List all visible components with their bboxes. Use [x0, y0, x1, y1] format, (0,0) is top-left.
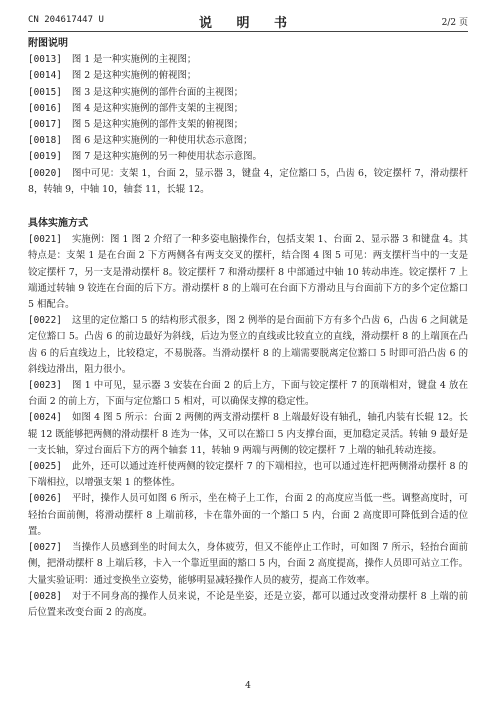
paragraph-number: [0013] — [28, 54, 62, 66]
paragraph — [28, 149, 468, 165]
paragraph — [28, 313, 468, 378]
paragraph-text: 如图 4 图 5 所示：台面 2 两侧的两支滑动摆杆 8 上端最好设有轴孔，轴孔内装有长辊 12。长辊 12 既能够把两侧的滑动摆杆 8 连为一体，又可以在豁口 5 内支撑台面，更加稳定灵活。转轴 9 最好是一支长轴，穿过台面后下方的两个轴套 11，转轴 9 两端与两侧的铰定摆杆 7 上端的轴孔转动连接。 — [28, 412, 468, 456]
paragraph-number: [0017] — [28, 119, 62, 131]
paragraph — [28, 232, 468, 313]
paragraph-text: 图 4 是这种实施例的部件支架的主视图； — [71, 102, 244, 114]
paragraph-text: 图 6 是这种实施例的一种使用状态示意图； — [71, 135, 253, 147]
paragraph-text: 图 5 是这种实施例的部件支架的俯视图； — [71, 119, 244, 131]
paragraph-text: 图 1 是一种实施例的主视图； — [71, 54, 197, 66]
paragraph-text: 实施例：图 1 图 2 介绍了一种多姿电脑操作台，包括支架 1、台面 2、显示器 3 和键盘 4。其特点是：支架 1 是在台面 2 下方两侧各有两支交叉的摆杆，结合图 4 图 5 可见：两支摆杆当中的一支是铰定摆杆 7，另一支是滑动摆杆 8。铰定摆杆 7 和滑动摆杆 8 中部通过中轴 10 转动串连。铰定摆杆 7 上端通过转轴 9 铰连在台面的后下方。滑动摆杆 8 的上端可在台面下方滑动且与台面前下方的多个定位豁口 5 相配合。 — [28, 234, 468, 311]
paragraph-number: [0015] — [28, 86, 62, 98]
paragraph-number: [0026] — [28, 493, 62, 505]
paragraph-number: [0023] — [28, 380, 62, 392]
paragraph — [28, 378, 468, 410]
paragraph — [28, 410, 468, 459]
paragraph-number: [0027] — [28, 542, 62, 554]
paragraph-number: [0024] — [28, 412, 62, 424]
figure-list — [28, 52, 468, 198]
patent-number: CN 204617447 U — [28, 15, 104, 25]
paragraph — [28, 459, 468, 491]
paragraph — [28, 540, 468, 589]
paragraph-number: [0022] — [28, 315, 62, 327]
paragraph — [28, 101, 468, 117]
section-gap — [28, 198, 468, 216]
paragraph — [28, 68, 468, 84]
paragraph — [28, 166, 468, 198]
paragraph-text: 图 7 是这种实施例的另一种使用状态示意图。 — [71, 151, 262, 163]
paragraph-text: 这里的定位豁口 5 的结构形式很多，图 2 例举的是台面前下方有多个凸齿 6，凸齿 6 之间就是定位豁口 5。凸齿 6 的前边最好为斜线，后边为竖立的直线或比较直立的直线，滑动摆杆 8 的上端顶在凸齿 6 的后直线边上，比较稳定，不易脱落。当滑动摆杆 8 的上端需要脱离定位豁口 5 时即可沿凸齿 6 的斜线边滑出，阻力很小。 — [28, 315, 468, 375]
section-title-embodiment: 具体实施方式 — [28, 218, 88, 230]
paragraph-number: [0028] — [28, 590, 62, 602]
paragraph-text: 图 3 是这种实施例的部件台面的主视图； — [71, 86, 244, 98]
page-title: 说 明 书 — [198, 16, 298, 31]
paragraph — [28, 52, 468, 68]
paragraph-text: 平时，操作人员可如图 6 所示，坐在椅子上工作，台面 2 的高度应当低一些。调整高度时，可轻抬台面前侧，将滑动摆杆 8 上端前移，卡在靠外面的一个豁口 5 内，台面 2 高度即可降低到合适的位置。 — [28, 493, 468, 537]
paragraph-number: [0016] — [28, 102, 62, 114]
paragraph-number: [0025] — [28, 461, 62, 473]
paragraph-number: [0020] — [28, 167, 62, 179]
paragraph — [28, 85, 468, 101]
paragraph — [28, 491, 468, 540]
paragraph-number: [0018] — [28, 135, 62, 147]
paragraph-number: [0014] — [28, 70, 62, 82]
paragraph-text: 当操作人员感到坐的时间太久，身体疲劳，但又不能停止工作时，可如图 7 所示，轻抬台面前侧，把滑动摆杆 8 上端后移，卡入一个靠近里面的豁口 5 内，台面 2 高度提高，操作人员即可站立工作。大量实验证明：通过变换坐立姿势，能够明显减轻操作人员的疲劳，提高工作效率。 — [28, 542, 468, 586]
paragraph-text: 此外，还可以通过连杆使两侧的铰定摆杆 7 的下端相拉，也可以通过连杆把两侧滑动摆杆 8 的下端相拉，以增强支架 1 的整体性。 — [28, 461, 468, 489]
section-title-figures: 附图说明 — [28, 38, 68, 49]
page-indicator: 2/2 页 — [441, 18, 468, 28]
paragraph-text: 图中可见：支架 1，台面 2，显示器 3，键盘 4，定位豁口 5，凸齿 6，铰定摆杆 7，滑动摆杆 8，转轴 9，中轴 10，轴套 11，长辊 12。 — [28, 167, 468, 195]
header-rule — [28, 31, 468, 32]
paragraph-number: [0019] — [28, 151, 62, 163]
page-number: 4 — [245, 681, 251, 691]
embodiment-paragraphs — [28, 232, 468, 621]
document-body — [28, 36, 468, 621]
paragraph-text: 对于不同身高的操作人员来说，不论是坐姿，还是立姿，都可以通过改变滑动摆杆 8 上端的前后位置来改变台面 2 的高度。 — [28, 590, 468, 618]
paragraph — [28, 117, 468, 133]
paragraph — [28, 133, 468, 149]
paragraph-text: 图 2 是这种实施例的俯视图； — [71, 70, 197, 82]
paragraph-text: 图 1 中可见，显示器 3 安装在台面 2 的后上方，下面与铰定摆杆 7 的顶端相对，键盘 4 放在台面 2 的前上方，下面与定位豁口 5 相对，可以确保支撑的稳定性。 — [28, 380, 468, 408]
page-header — [28, 12, 468, 30]
paragraph-number: [0021] — [28, 234, 62, 246]
paragraph — [28, 589, 468, 621]
